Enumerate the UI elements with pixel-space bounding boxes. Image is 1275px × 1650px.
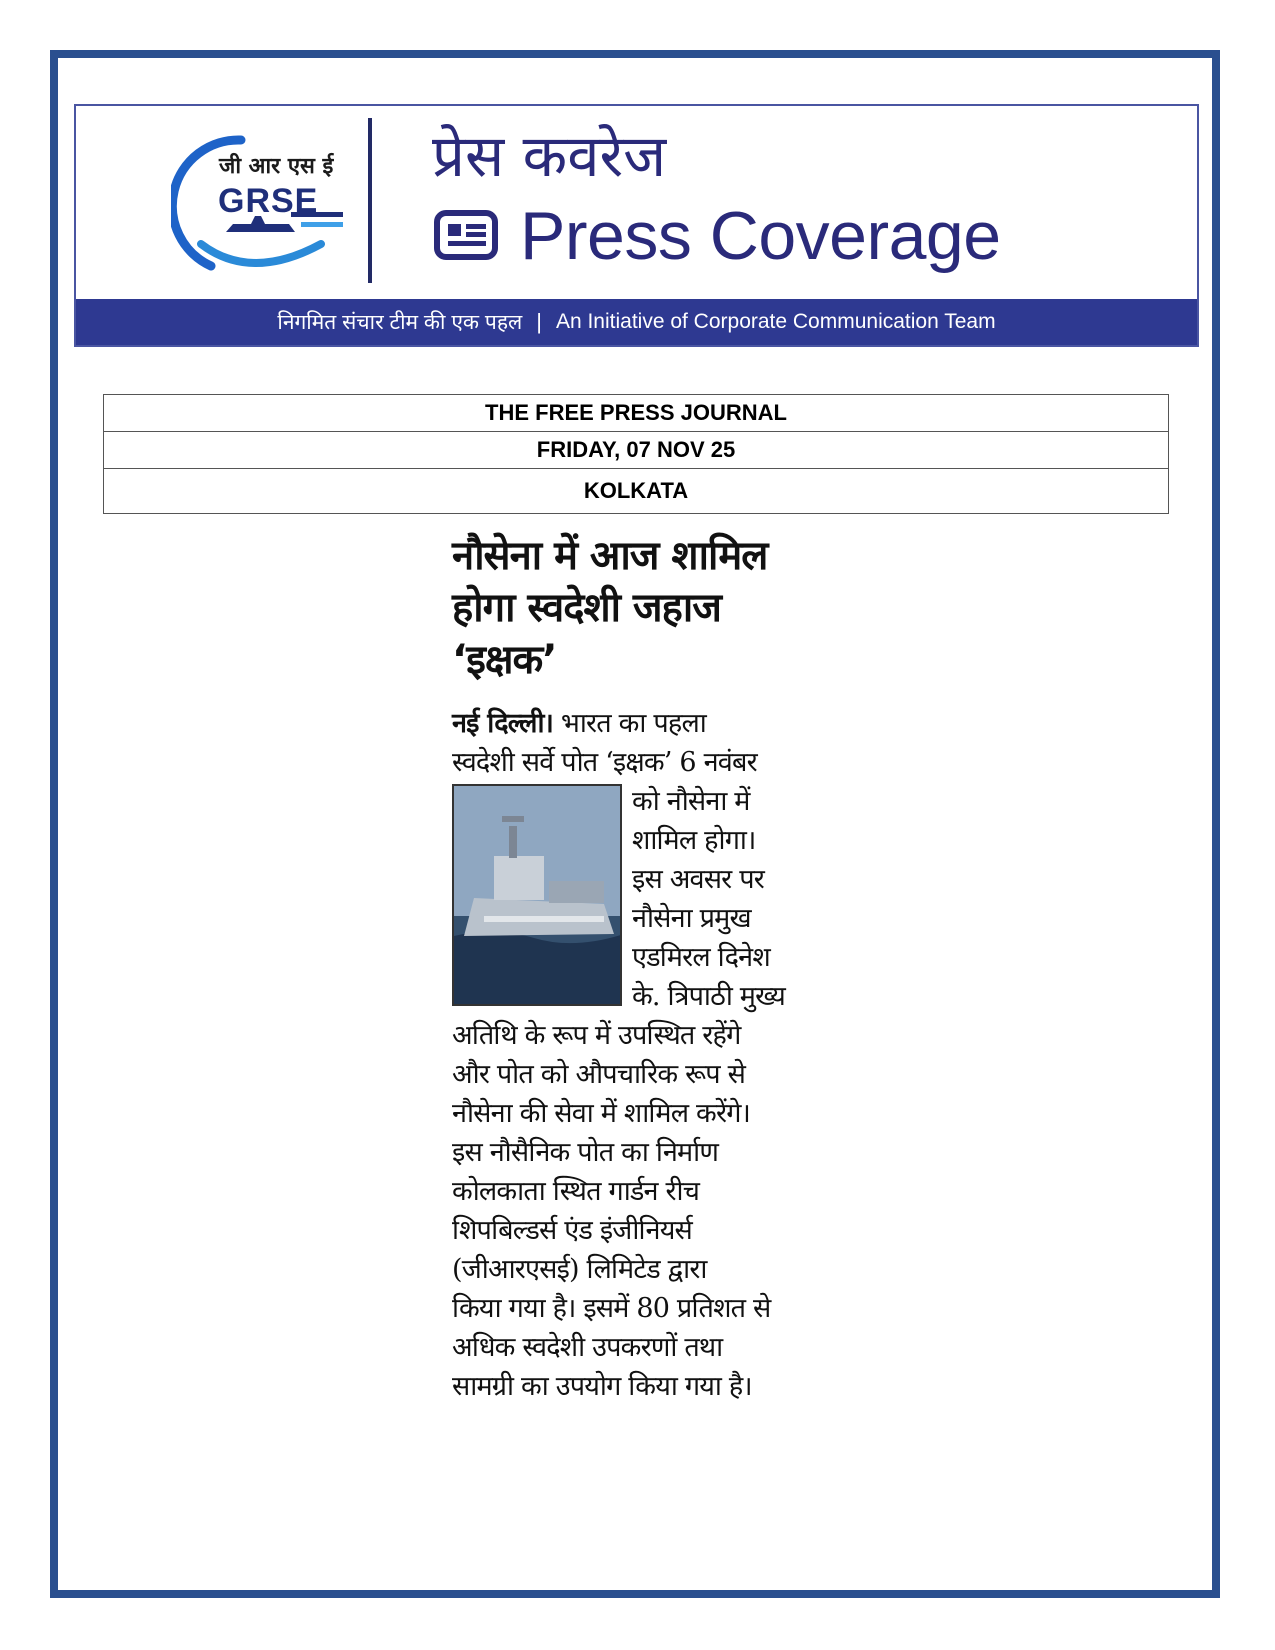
article-line: किया गया है। इसमें 80 प्रतिशत से: [452, 1293, 771, 1324]
headline-line: होगा स्वदेशी जहाज ‘इक्षक’: [452, 585, 721, 683]
logo-grse-text: GRSE: [218, 182, 319, 220]
grse-logo: [171, 132, 351, 280]
article-line: इस अवसर पर: [632, 864, 764, 895]
headline-line: नौसेना में आज शामिल: [452, 533, 768, 579]
initiative-bar: [76, 299, 1197, 345]
photo-wrap-block: [452, 782, 822, 1016]
article-line: [452, 704, 822, 743]
article-line: कोलकाता स्थित गार्डन रीच: [452, 1176, 700, 1207]
initiative-english: An Initiative of Corporate Communication Team: [555, 310, 996, 333]
article-headline: [452, 530, 822, 686]
article-line: शिपबिल्डर्स एंड इंजीनियर्स: [452, 1215, 693, 1246]
article-line: नौसेना प्रमुख: [632, 903, 751, 934]
article-line-text: भारत का पहला: [553, 708, 706, 739]
newspaper-name: THE FREE PRESS JOURNAL: [104, 395, 1169, 432]
article-line: इस नौसैनिक पोत का निर्माण: [452, 1137, 719, 1168]
press-coverage-banner: [74, 104, 1199, 347]
initiative-hindi: निगमित संचार टीम की एक पहल: [277, 311, 523, 334]
publication-city: KOLKATA: [104, 469, 1169, 514]
publication-info-table: [103, 394, 1169, 514]
title-hindi: प्रेस कवरेज: [432, 122, 667, 190]
article-line: नौसेना की सेवा में शामिल करेंगे।: [452, 1098, 751, 1129]
table-row: [104, 395, 1169, 432]
ship-photo: [452, 784, 622, 1006]
article-line: स्वदेशी सर्वे पोत ‘इक्षक’ 6 नवंबर: [452, 747, 757, 778]
article-line: अधिक स्वदेशी उपकरणों तथा: [452, 1332, 723, 1363]
article-line: शामिल होगा।: [632, 825, 756, 856]
article-line: के. त्रिपाठी मुख्य: [632, 981, 785, 1012]
newspaper-icon: [434, 210, 500, 262]
title-english: Press Coverage: [520, 198, 1001, 274]
article-line: और पोत को औपचारिक रूप से: [452, 1059, 746, 1090]
article-dateline: नई दिल्ली।: [452, 708, 554, 739]
title-english-row: [434, 196, 1001, 276]
article-line: को नौसेना में: [632, 786, 750, 817]
logo-hindi-text: जी आर एस ई: [219, 154, 334, 179]
table-row: [104, 432, 1169, 469]
header-divider: [368, 118, 372, 283]
ship-image: [454, 786, 622, 1006]
article-line: अतिथि के रूप में उपस्थित रहेंगे: [452, 1020, 741, 1051]
table-row: [104, 469, 1169, 514]
article-line: सामग्री का उपयोग किया गया है।: [452, 1371, 752, 1402]
publication-date: FRIDAY, 07 NOV 25: [104, 432, 1169, 469]
news-article: [452, 530, 822, 1406]
initiative-separator: |: [536, 309, 542, 334]
article-line: (जीआरएसई) लिमिटेड द्वारा: [452, 1254, 707, 1285]
wrapped-text: [632, 782, 785, 1016]
article-line: एडमिरल दिनेश: [632, 942, 770, 973]
